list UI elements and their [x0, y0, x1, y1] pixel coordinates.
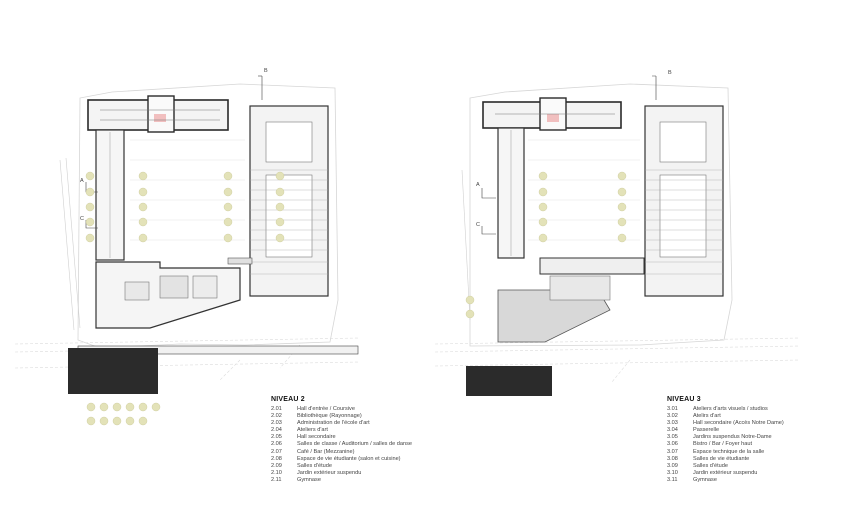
legend-number: 3.06	[667, 441, 678, 448]
plan-niveau-2	[15, 76, 360, 394]
legend-item	[271, 434, 412, 441]
legend-item	[271, 463, 412, 470]
legend-number: 2.01	[271, 406, 282, 412]
legend-label: Hall secondaire	[297, 434, 336, 441]
legend-number: 2.07	[271, 448, 282, 455]
legend-item	[667, 449, 784, 456]
legend-label: Atelirs d'art	[693, 413, 721, 420]
gym-block-right	[466, 366, 552, 396]
legend-label: Ateliers d'arts visuels / studios	[693, 406, 768, 412]
legend-label: Salles d'étude	[297, 462, 332, 469]
edge-lines-left	[60, 158, 80, 330]
legend-number: 2.08	[271, 455, 282, 462]
legend-number: 3.08	[667, 455, 678, 462]
legend-number: 3.03	[667, 420, 678, 427]
legend-label: Espace technique de la salle	[693, 448, 765, 455]
legend-number: 3.04	[667, 427, 678, 434]
plan-niveau-3	[435, 76, 800, 396]
legend-label: Hall d'entrée / Coursive	[297, 406, 355, 412]
legend-label: Café / Bar (Mezzanine)	[297, 448, 355, 455]
legend-item	[271, 427, 412, 434]
legend-item	[667, 441, 784, 448]
legend-label: Gymnase	[297, 476, 321, 483]
legend-item	[271, 456, 412, 463]
bistro-block-right	[540, 258, 644, 274]
section-marker-b-left: B	[264, 68, 268, 74]
legend-label: Salles de classe / Auditorium / salles de danse	[297, 441, 413, 448]
legend-item	[271, 441, 412, 448]
section-marker-a-right: A	[476, 182, 480, 188]
legend-label: Administration de l'école d'art	[297, 420, 370, 427]
legend-number: 3.05	[667, 434, 678, 441]
legend-number: 2.10	[271, 469, 282, 476]
legend-item	[667, 413, 784, 420]
legend-number: 3.01	[667, 406, 678, 412]
legend-label: Jardin extérieur suspendu	[693, 469, 758, 476]
legend-item	[667, 434, 784, 441]
legend-label: Passerelle	[693, 427, 720, 434]
legend-number: 2.04	[271, 427, 282, 434]
legend-niveau-2	[271, 396, 412, 484]
legend-label: Bistro / Bar / Foyer haut	[693, 441, 753, 448]
legend-number: 3.09	[667, 462, 678, 469]
legend-number: 2.03	[271, 420, 282, 427]
footbridge-left	[228, 258, 252, 264]
legend-number: 3.02	[667, 413, 678, 420]
legend-item	[667, 406, 784, 413]
legend-item	[667, 470, 784, 477]
legend-number: 2.09	[271, 462, 282, 469]
legend-number: 3.11	[667, 476, 678, 483]
legend-number: 2.05	[271, 434, 282, 441]
section-marker-b-right: B	[668, 70, 672, 76]
legend-item	[271, 413, 412, 420]
legend-label: Espace de vie étudiante (salon et cuisine)	[297, 455, 401, 462]
legend-number: 3.10	[667, 469, 678, 476]
section-marker-c-right: C	[476, 222, 480, 228]
legend-label: Gymnase	[693, 476, 717, 483]
section-marker-a-left: A	[80, 178, 84, 184]
legend-number: 2.06	[271, 441, 282, 448]
section-line-c-right	[482, 226, 496, 234]
legend-item	[667, 427, 784, 434]
legend-item	[271, 420, 412, 427]
legend-item	[667, 456, 784, 463]
legend-label: Salles de vie étudiante	[693, 455, 750, 462]
legend-label: Ateliers d'art	[297, 427, 328, 434]
legend-number: 3.07	[667, 448, 678, 455]
section-line-a-right	[482, 188, 496, 198]
gym-block-left	[68, 348, 158, 394]
legend-item	[667, 463, 784, 470]
legend-number: 2.02	[271, 413, 282, 420]
legend-list	[667, 406, 784, 484]
legend-label: Salles d'étude	[693, 462, 728, 469]
legend-label: Bibliothèque (Rayonnage)	[297, 413, 362, 420]
legend-title: NIVEAU 3	[667, 396, 701, 403]
legend-list	[271, 406, 412, 484]
legend-niveau-3	[667, 396, 784, 484]
legend-label: Jardin extérieur suspendu	[297, 469, 362, 476]
section-marker-c-left: C	[80, 216, 84, 222]
legend-title: NIVEAU 2	[271, 396, 305, 403]
legend-item	[667, 477, 784, 484]
legend-item	[271, 449, 412, 456]
legend-label: Hall secondaire (Accès Notre Dame)	[693, 420, 784, 427]
legend-item	[271, 406, 412, 413]
section-line-b-right	[652, 76, 656, 100]
legend-item	[667, 420, 784, 427]
legend-number: 2.11	[271, 476, 282, 483]
legend-label: Jardins suspendus Notre-Dame	[693, 434, 772, 441]
legend-item	[271, 477, 412, 484]
legend-item	[271, 470, 412, 477]
